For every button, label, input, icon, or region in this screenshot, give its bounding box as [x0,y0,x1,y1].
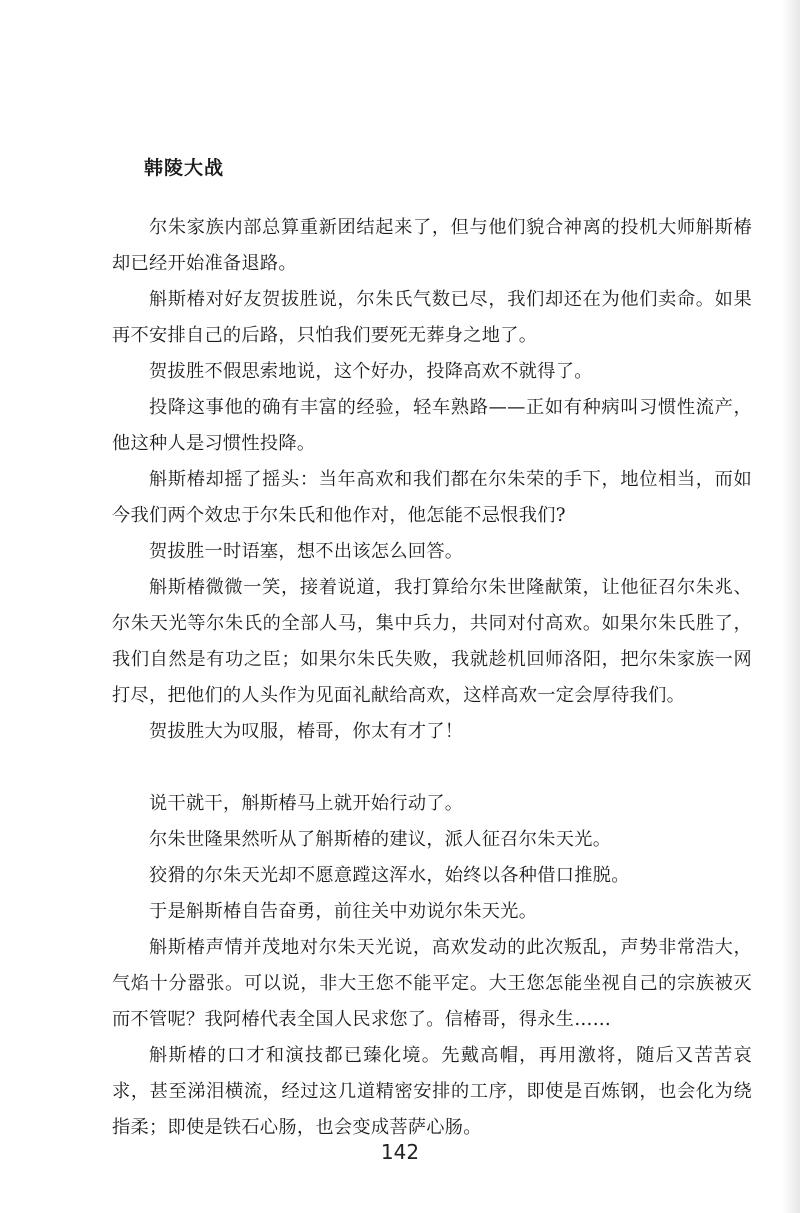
paragraph: 说干就干，斛斯椿马上就开始行动了。 [149,793,464,814]
paragraph: 狡猾的尔朱天光却不愿意蹚这浑水，始终以各种借口推脱。 [149,865,630,886]
paragraph: 尔朱世隆果然听从了斛斯椿的建议，派人征召尔朱天光。 [149,829,612,850]
paragraph: 斛斯椿却摇了摇头：当年高欢和我们都在尔朱荣的手下，地位相当，而如今我们两个效忠于尔朱氏和他作对，他怎能不忌恨我们? [112,469,752,526]
paragraph: 贺拔胜大为叹服，椿哥，你太有才了！ [149,721,464,742]
paragraph: 投降这事他的确有丰富的经验，轻车熟路——正如有种病叫习惯性流产，他这种人是习惯性投降。 [112,397,752,454]
paragraph: 贺拔胜不假思索地说，这个好办，投降高欢不就得了。 [149,361,593,382]
paragraph: 斛斯椿对好友贺拔胜说，尔朱氏气数已尽，我们却还在为他们卖命。如果再不安排自己的后路，只怕我们要死无葬身之地了。 [112,289,752,346]
page-edge-shadow [782,0,800,1213]
book-page-body [112,150,752,1146]
section-gap [112,750,752,786]
section-heading: 韩陵大战 [144,157,225,179]
paragraph: 斛斯椿声情并茂地对尔朱天光说，高欢发动的此次叛乱，声势非常浩大，气焰十分嚣张。可以说，非大王您不能平定。大王您怎能坐视自己的宗族被灭而不管呢？我阿椿代表全国人民求您了。信椿哥，得永生…… [112,937,752,1030]
paragraph: 贺拔胜一时语塞，想不出该怎么回答。 [149,541,464,562]
section-two [112,786,752,1146]
paragraph: 斛斯椿微微一笑，接着说道，我打算给尔朱世隆献策，让他征召尔朱兆、尔朱天光等尔朱氏的全部人马，集中兵力，共同对付高欢。如果尔朱氏胜了，我们自然是有功之臣；如果尔朱氏失败，我就趁机回师洛阳，把尔朱家族一网打尽，把他们的人头作为见面礼献给高欢，这样高欢一定会厚待我们。 [112,577,752,706]
paragraph: 尔朱家族内部总算重新团结起来了，但与他们貌合神离的投机大师斛斯椿却已经开始准备退路。 [112,217,752,274]
paragraph: 于是斛斯椿自告奋勇，前往关中劝说尔朱天光。 [149,901,538,922]
paragraph: 斛斯椿的口才和演技都已臻化境。先戴高帽，再用激将，随后又苦苦哀求，甚至涕泪横流，经过这几道精密安排的工序，即使是百炼钢，也会化为绕指柔；即使是铁石心肠，也会变成菩萨心肠。 [112,1045,752,1138]
section-one [112,210,752,750]
page-number: 142 [380,1140,420,1164]
